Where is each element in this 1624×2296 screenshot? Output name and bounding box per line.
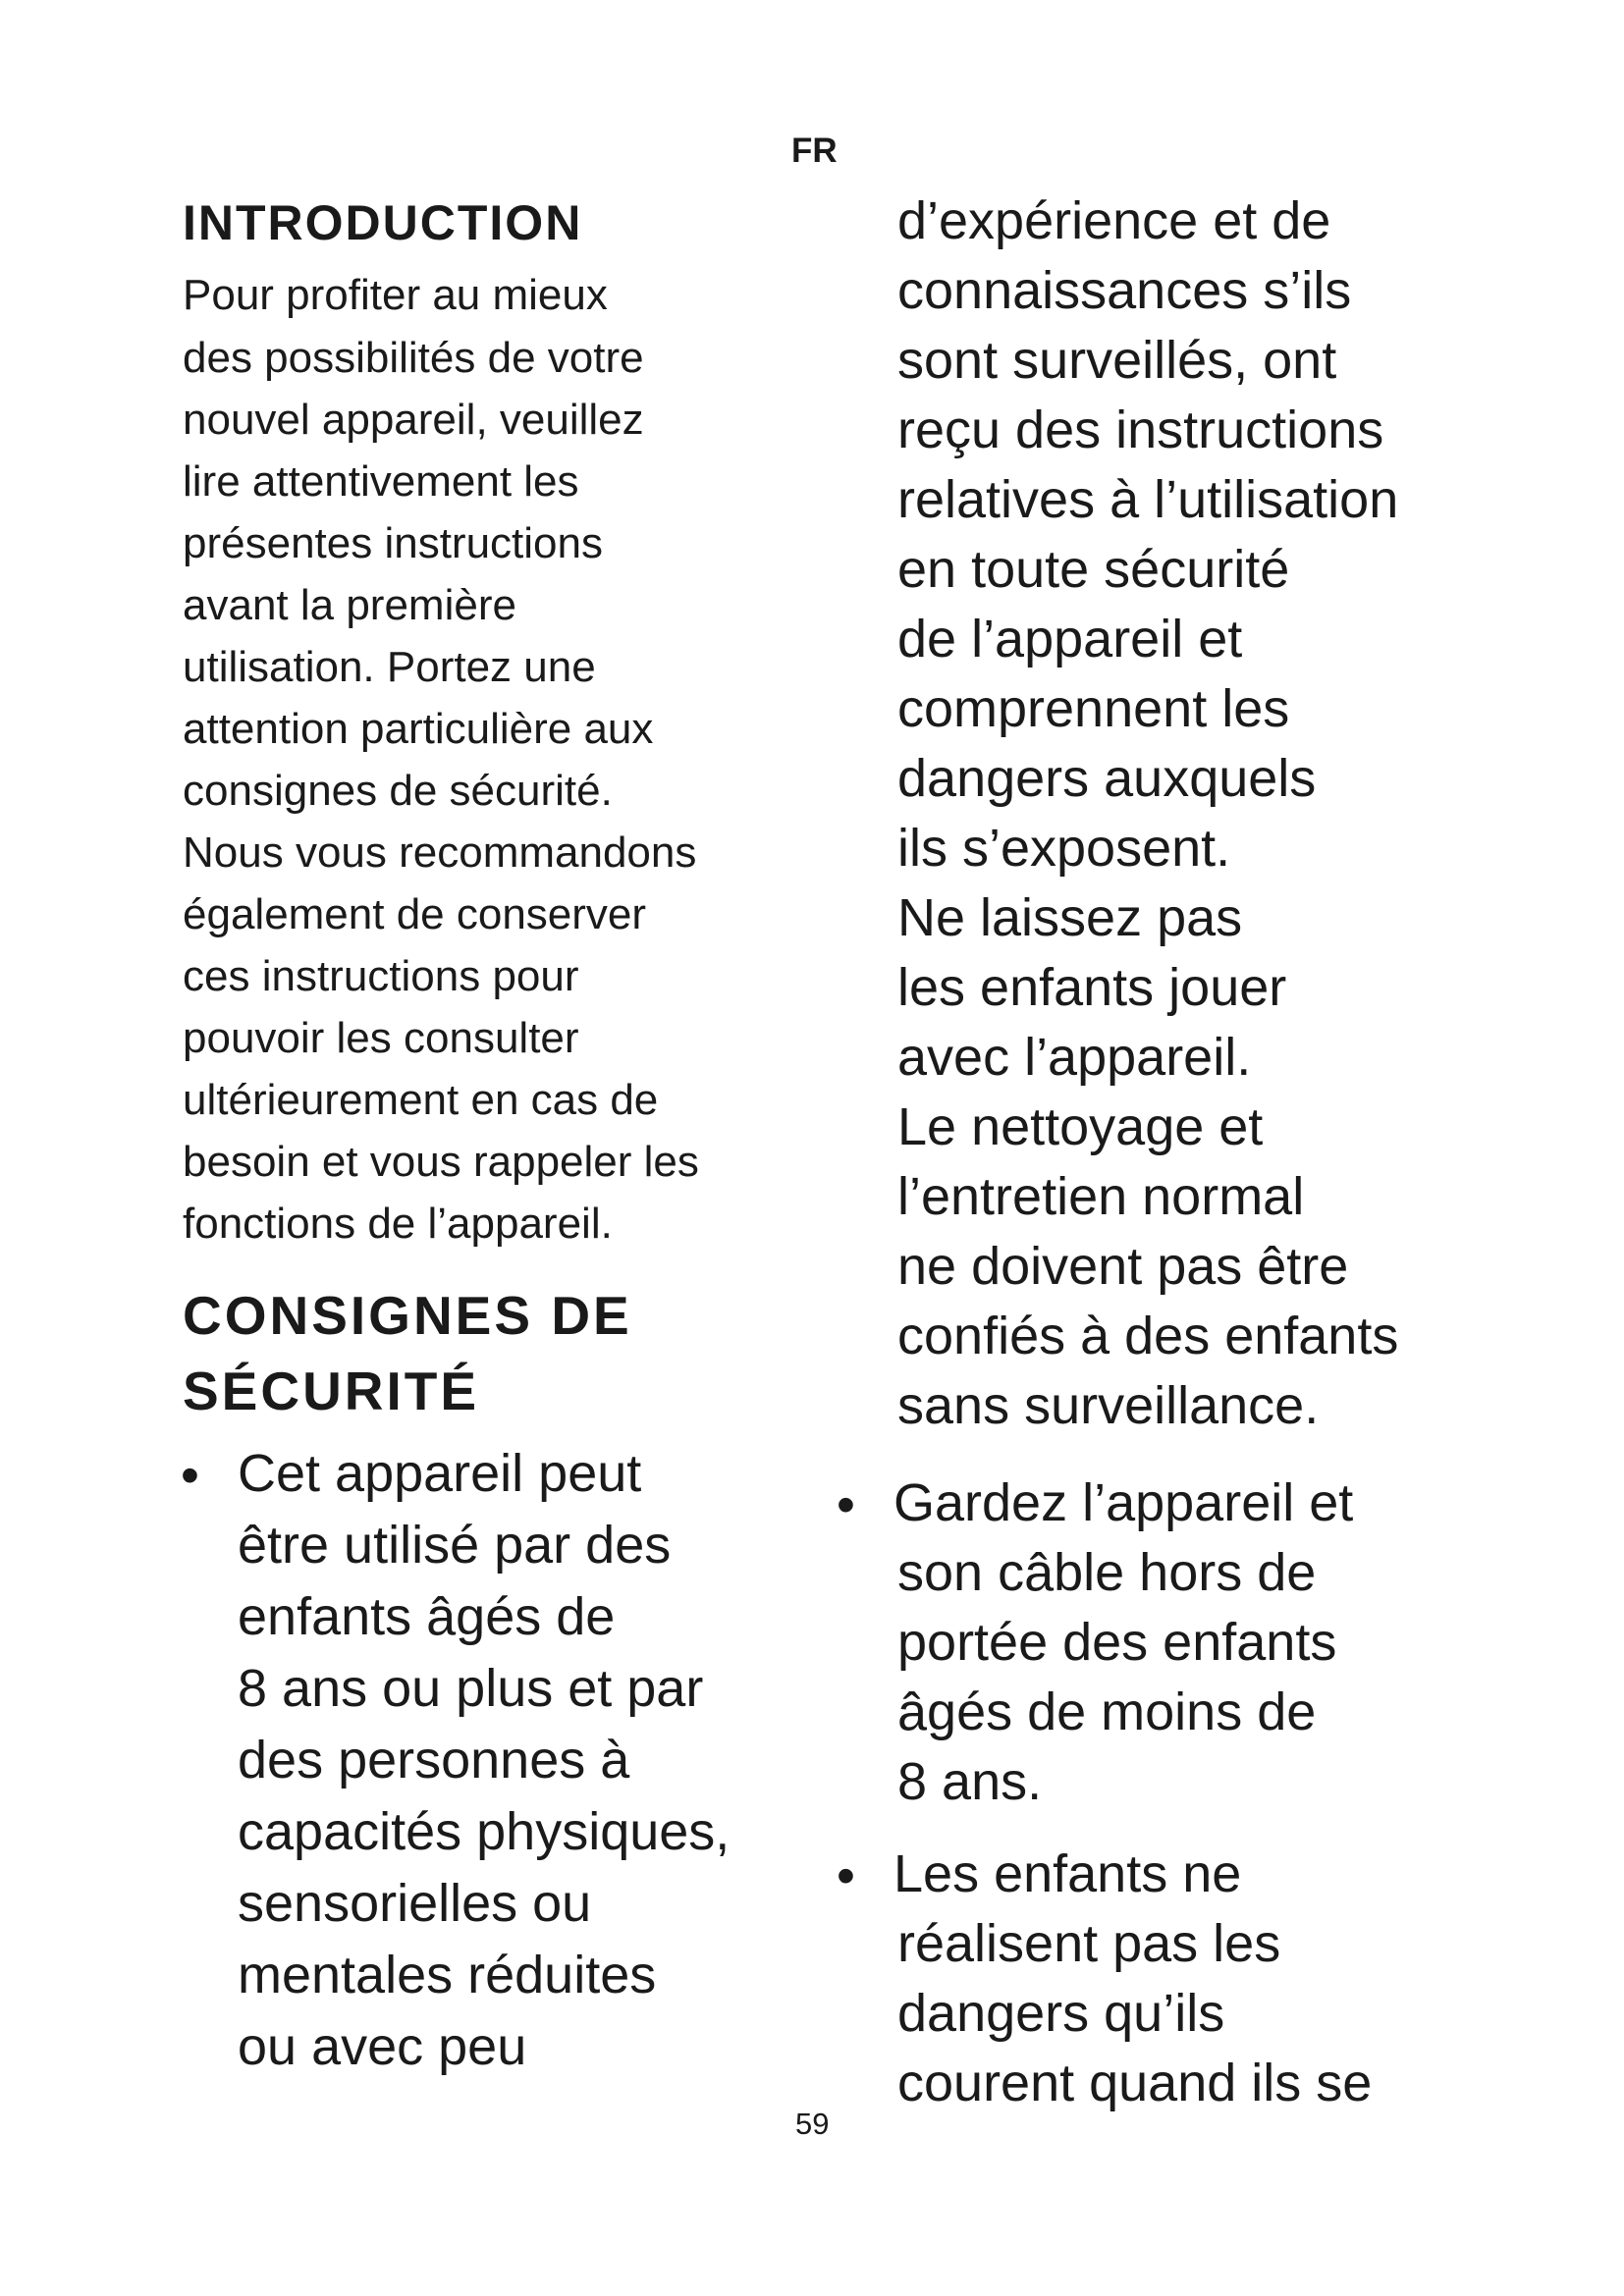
bullet1-line: des personnes à xyxy=(238,1731,630,1789)
intro-line: ultérieurement en cas de xyxy=(183,1076,659,1124)
bullet2-line: portée des enfants xyxy=(897,1613,1337,1672)
intro-line: attention particulière aux xyxy=(183,705,654,753)
bullet1-line: sensorielles ou xyxy=(238,1874,592,1933)
bullet1-continued-line: l’entretien normal xyxy=(897,1167,1305,1226)
safety-heading: SÉCURITÉ xyxy=(183,1361,480,1421)
bullet3-line: réalisent pas les xyxy=(897,1914,1281,1973)
bullet1-line: ou avec peu xyxy=(238,2017,527,2076)
bullet1-line: capacités physiques, xyxy=(238,1802,731,1861)
bullet1-continued-line: Ne laissez pas xyxy=(897,888,1243,947)
bullet2-line: âgés de moins de xyxy=(897,1682,1317,1741)
intro-line: Nous vous recommandons xyxy=(183,828,697,877)
bullet1-continued-line: d’expérience et de xyxy=(897,191,1331,250)
bullet1-continued-line: sans surveillance. xyxy=(897,1376,1320,1435)
bullet1-continued-line: dangers auxquels xyxy=(897,749,1317,808)
bullet1-line: Cet appareil peut xyxy=(238,1444,642,1503)
bullet3-line: courent quand ils se xyxy=(897,2054,1373,2112)
intro-line: également de conserver xyxy=(183,890,647,938)
bullet1-continued-line: avec l’appareil. xyxy=(897,1028,1252,1087)
intro-line: des possibilités de votre xyxy=(183,334,644,382)
bullet1-line: enfants âgés de xyxy=(238,1587,616,1646)
intro-line: utilisation. Portez une xyxy=(183,643,596,691)
bullet1-continued-line: comprennent les xyxy=(897,679,1290,738)
intro-line: consignes de sécurité. xyxy=(183,767,613,815)
intro-line: Pour profiter au mieux xyxy=(183,271,608,319)
bullet3-line: dangers qu’ils xyxy=(897,1984,1225,2043)
bullet1-continued-line: reçu des instructions xyxy=(897,400,1384,459)
bullet1-line: mentales réduites xyxy=(238,1946,657,2004)
intro-line: présentes instructions xyxy=(183,519,603,567)
intro-line: lire attentivement les xyxy=(183,457,579,506)
bullet3-line: Les enfants ne xyxy=(893,1844,1242,1903)
bullet1-continued-line: confiés à des enfants xyxy=(897,1307,1399,1365)
page-number: 59 xyxy=(795,2107,830,2141)
intro-line: nouvel appareil, veuillez xyxy=(183,396,644,444)
bullet2-line: 8 ans. xyxy=(897,1752,1043,1811)
bullet1-continued-line: de l’appareil et xyxy=(897,610,1243,668)
bullet1-line: 8 ans ou plus et par xyxy=(238,1659,704,1718)
bullet1-continued-line: ne doivent pas être xyxy=(897,1237,1349,1296)
intro-line: ces instructions pour xyxy=(183,952,579,1000)
intro-line: besoin et vous rappeler les xyxy=(183,1138,699,1186)
bullet-marker: • xyxy=(181,1446,199,1505)
bullet1-continued-line: sont surveillés, ont xyxy=(897,331,1337,390)
intro-line: fonctions de l’appareil. xyxy=(183,1200,613,1248)
bullet1-continued-line: connaissances s’ils xyxy=(897,261,1352,320)
bullet1-continued-line: les enfants jouer xyxy=(897,958,1287,1017)
bullet1-continued-line: Le nettoyage et xyxy=(897,1097,1264,1156)
bullet2-line: son câble hors de xyxy=(897,1543,1317,1602)
bullet1-continued-line: ils s’exposent. xyxy=(897,819,1231,878)
intro-line: pouvoir les consulter xyxy=(183,1014,579,1062)
introduction-heading: INTRODUCTION xyxy=(183,195,583,250)
bullet-marker: • xyxy=(837,1475,855,1534)
intro-line: avant la première xyxy=(183,581,516,629)
bullet1-line: être utilisé par des xyxy=(238,1516,672,1575)
safety-heading: CONSIGNES DE xyxy=(183,1285,632,1346)
bullet-marker: • xyxy=(837,1846,855,1905)
bullet1-continued-line: relatives à l’utilisation xyxy=(897,470,1399,529)
bullet2-line: Gardez l’appareil et xyxy=(893,1473,1354,1532)
bullet1-continued-line: en toute sécurité xyxy=(897,540,1290,599)
language-label: FR xyxy=(791,132,838,170)
